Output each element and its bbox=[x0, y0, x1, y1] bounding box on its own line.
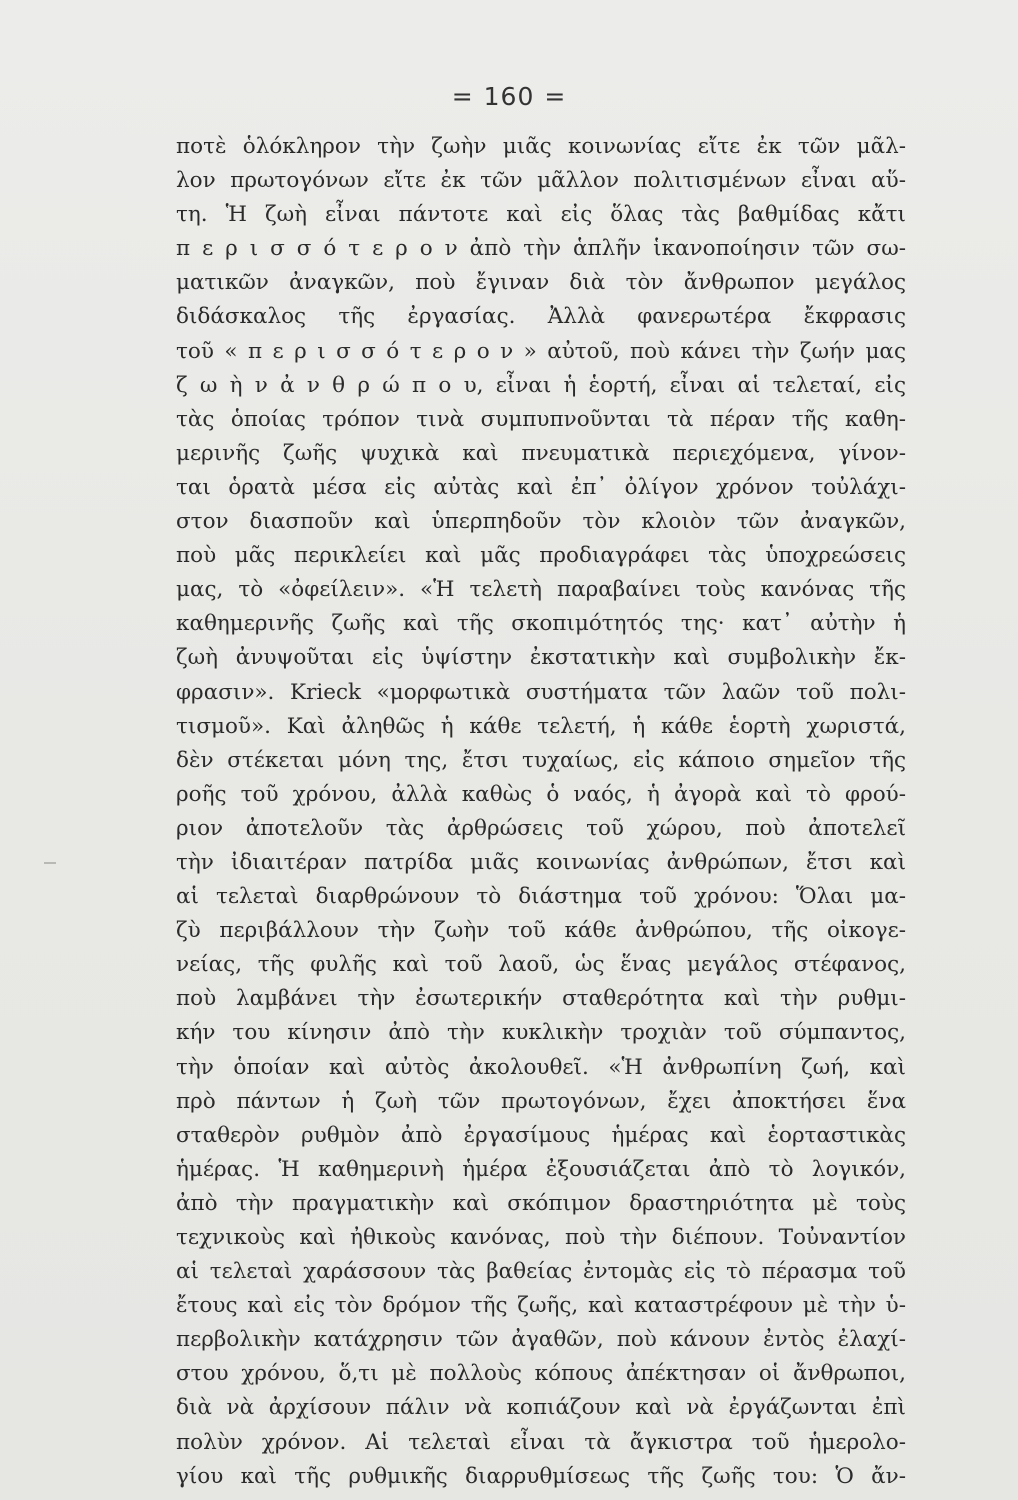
text-line: καθημερινῆς ζωῆς καὶ τῆς σκοπιμότητός της· κατ᾽ αὐτὴν ἡ bbox=[176, 611, 906, 637]
page-number-decorator-right: = bbox=[544, 82, 567, 111]
text-line: περβολικὴν κατάχρησιν τῶν ἀγαθῶν, ποὺ κάνουν ἐντὸς ἐλαχί- bbox=[176, 1327, 906, 1353]
text-line: γίου καὶ τῆς ρυθμικῆς διαρρυθμίσεως τῆς ζωῆς του: Ὁ ἄν- bbox=[176, 1463, 906, 1489]
text-line: ἔτους καὶ εἰς τὸν δρόμον τῆς ζωῆς, καὶ καταστρέφουν μὲ τὴν ὑ- bbox=[176, 1293, 906, 1319]
text-line: τοῦ « π ε ρ ι σ σ ό τ ε ρ ο ν » αὐτοῦ, ποὺ κάνει τὴν ζωήν μας bbox=[176, 338, 906, 364]
text-line: ἡμέρας. Ἡ καθημερινὴ ἡμέρα ἐξουσιάζεται ἀπὸ τὸ λογικόν, bbox=[176, 1156, 906, 1182]
text-line: τὴν ὁποίαν καὶ αὐτὸς ἀκολουθεῖ. «Ἡ ἀνθρωπίνη ζωή, καὶ bbox=[176, 1054, 906, 1080]
text-line: στου χρόνου, ὅ,τι μὲ πολλοὺς κόπους ἀπέκτησαν οἱ ἄνθρωποι, bbox=[176, 1361, 906, 1387]
text-line: ματικῶν ἀναγκῶν, ποὺ ἔγιναν διὰ τὸν ἄνθρωπον μεγάλος bbox=[176, 270, 906, 296]
text-line: ποτὲ ὁλόκληρον τὴν ζωὴν μιᾶς κοινωνίας εἴτε ἐκ τῶν μᾶλ- bbox=[176, 134, 906, 159]
text-line: κήν του κίνησιν ἀπὸ τὴν κυκλικὴν τροχιὰν τοῦ σύμπαντος, bbox=[176, 1020, 906, 1046]
text-line: πρὸ πάντων ἡ ζωὴ τῶν πρωτογόνων, ἔχει ἀποκτήσει ἕνα bbox=[176, 1088, 906, 1114]
text-line: διδάσκαλος τῆς ἐργασίας. Ἀλλὰ φανερωτέρα ἔκφρασις bbox=[176, 304, 906, 330]
text-line: ζ ω ὴ ν ἀ ν θ ρ ώ π ο υ, εἶναι ἡ ἑορτή, εἶναι αἱ τελεταί, εἰς bbox=[176, 372, 906, 398]
text-line: τὰς ὁποίας τρόπον τινὰ συμπυπνοῦνται τὰ πέραν τῆς καθη- bbox=[176, 406, 906, 432]
text-line: τὴν ἰδιαιτέραν πατρίδα μιᾶς κοινωνίας ἀνθρώπων, ἔτσι καὶ bbox=[176, 849, 906, 875]
page-number bbox=[0, 82, 1018, 111]
text-line: ται ὁρατὰ μέσα εἰς αὐτὰς καὶ ἐπ᾽ ὀλίγον χρόνον τοὐλάχι- bbox=[176, 474, 906, 500]
text-line: π ε ρ ι σ σ ό τ ε ρ ο ν ἀπὸ τὴν ἁπλῆν ἱκανοποίησιν τῶν σω- bbox=[176, 236, 906, 262]
text-line: ριον ἀποτελοῦν τὰς ἀρθρώσεις τοῦ χώρου, ποὺ ἀποτελεῖ bbox=[176, 815, 906, 841]
text-line: σταθερὸν ρυθμὸν ἀπὸ ἐργασίμους ἡμέρας καὶ ἑορταστικὰς bbox=[176, 1122, 906, 1148]
text-line: τεχνικοὺς καὶ ἠθικοὺς κανόνας, ποὺ τὴν διέπουν. Τοὐναντίον bbox=[176, 1225, 906, 1250]
text-line: δὲν στέκεται μόνη της, ἔτσι τυχαίως, εἰς κάποιο σημεῖον τῆς bbox=[176, 747, 906, 773]
text-line: στον διασποῦν καὶ ὑπερπηδοῦν τὸν κλοιὸν τῶν ἀναγκῶν, bbox=[176, 509, 906, 535]
text-line: λον πρωτογόνων εἴτε ἐκ τῶν μᾶλλον πολιτισμένων εἶναι αὕ- bbox=[176, 168, 906, 194]
text-line: ποὺ μᾶς περικλείει καὶ μᾶς προδιαγράφει τὰς ὑποχρεώσεις bbox=[176, 543, 906, 569]
text-line: φρασιν». Krieck «μορφωτικὰ συστήματα τῶν λαῶν τοῦ πολι- bbox=[176, 679, 906, 705]
page-number-value: 160 bbox=[483, 82, 535, 111]
text-line: ζωὴ ἀνυψοῦται εἰς ὑψίστην ἐκστατικὴν καὶ συμβολικὴν ἔκ- bbox=[176, 645, 906, 671]
margin-mark bbox=[44, 862, 56, 864]
text-line: αἱ τελεταὶ διαρθρώνουν τὸ διάστημα τοῦ χρόνου: Ὅλαι μα- bbox=[176, 884, 906, 910]
text-line: τη. Ἡ ζωὴ εἶναι πάντοτε καὶ εἰς ὅλας τὰς βαθμίδας κἄτι bbox=[176, 202, 906, 228]
text-line: διὰ νὰ ἀρχίσουν πάλιν νὰ κοπιάζουν καὶ νὰ ἐργάζωνται ἐπὶ bbox=[176, 1395, 906, 1421]
text-line: τισμοῦ». Καὶ ἀληθῶς ἡ κάθε τελετή, ἡ κάθε ἑορτὴ χωριστά, bbox=[176, 713, 906, 739]
text-line: μερινῆς ζωῆς ψυχικὰ καὶ πνευματικὰ περιεχόμενα, γίνον- bbox=[176, 440, 906, 466]
text-line: ροῆς τοῦ χρόνου, ἀλλὰ καθὼς ὁ ναός, ἡ ἀγορὰ καὶ τὸ φρού- bbox=[176, 781, 906, 807]
text-line: ποὺ λαμβάνει τὴν ἐσωτερικήν σταθερότητα καὶ τὴν ρυθμι- bbox=[176, 986, 906, 1012]
text-line: νείας, τῆς φυλῆς καὶ τοῦ λαοῦ, ὡς ἕνας μεγάλος στέφανος, bbox=[176, 952, 906, 978]
text-line: ζὺ περιβάλλουν τὴν ζωὴν τοῦ κάθε ἀνθρώπου, τῆς οἰκογε- bbox=[176, 918, 906, 944]
body-text bbox=[176, 130, 906, 1494]
text-line: πολὺν χρόνον. Αἱ τελεταὶ εἶναι τὰ ἄγκιστρα τοῦ ἡμερολο- bbox=[176, 1429, 906, 1455]
text-line: ἀπὸ τὴν πραγματικὴν καὶ σκόπιμον δραστηριότητα μὲ τοὺς bbox=[176, 1190, 906, 1216]
text-line: αἱ τελεταὶ χαράσσουν τὰς βαθείας ἐντομὰς εἰς τὸ πέρασμα τοῦ bbox=[176, 1259, 906, 1285]
text-line: μας, τὸ «ὀφείλειν». «Ἡ τελετὴ παραβαίνει τοὺς κανόνας τῆς bbox=[176, 577, 906, 603]
page-number-decorator-left: = bbox=[451, 82, 474, 111]
